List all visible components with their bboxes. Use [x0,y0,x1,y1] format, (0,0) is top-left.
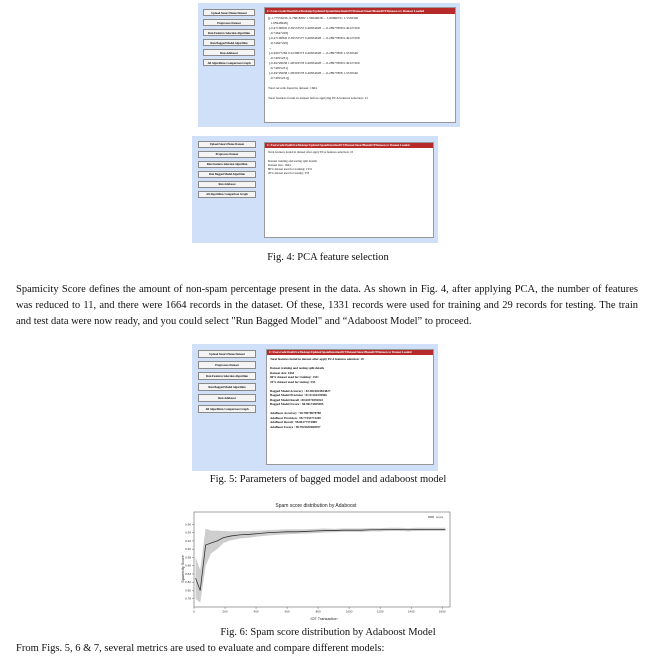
log-line: 20% dataset used for testing: 333 [268,171,310,176]
output-text-area[interactable] [264,7,456,123]
log-line: Total features found in dataset after apply PCA features selection: 10 [268,150,354,154]
log-line: Bagged Model Recall : 80.60376592822 [270,397,324,402]
screenshot-model-parameters [192,344,438,471]
chart-title: Spam score distribution by Adaboost [275,503,357,509]
figure-5-caption: Fig. 5: Parameters of bagged model and adaboost model [209,474,447,485]
log-line: Dataset training and testing split details [268,158,317,163]
log-line: [-0.49729658 1.08303578 0.46834628 ... -0.28977808 1.5536346 [268,71,358,75]
y-tick-label: 0.80 [185,588,191,593]
y-tick-label: 0.86 [185,563,191,568]
path-bar: C:/Users/code/OneDrive/Desktop/Updated SpamDetectionIOT/Dataset/SmartHomeIOTDataset.csv Dataset Loaded [265,143,433,148]
x-tick-label: 0 [193,609,195,614]
adaboost-button[interactable]: Run Adaboost [198,394,256,402]
plot-frame [194,512,450,607]
y-tick-label: 0.88 [185,555,191,560]
log-line: ... [268,46,272,50]
comparison-graph-button[interactable]: All Algorithms Comparison Graph [198,405,256,413]
log-line: -0.74055231] [268,56,289,60]
log-line: 80% dataset used for training: 1331 [268,167,313,172]
output-log [265,14,455,103]
log-line: AdaBoost Accuracy : 98.78978978788 [270,411,321,415]
log-line: -0.74647228] [268,31,289,35]
x-tick-label: 1200 [376,609,384,614]
body-paragraph-2: From Figs. 5, 6 & 7, several metrics are used to evaluate and compare different models: [16,643,385,654]
log-line: AdaBoost Fscore : 98.7825638060597 [270,424,321,429]
preprocess-button[interactable]: Preprocess Dataset [203,19,255,26]
y-tick-label: 0.96 [185,522,191,527]
x-tick-label: 1600 [438,609,446,614]
y-tick-label: 0.92 [185,538,191,543]
log-line: [[-1.77556236 -0.76818382 1.56646038 ... 1.60696751 1.5536346 [268,16,359,20]
log-line: -0.74055231]] [268,76,290,80]
log-line: AdaBoost Recall : 98.86177374988 [270,420,317,424]
feature-selection-button[interactable]: Run Features Selection Algorithm [198,372,256,380]
x-tick-label: 1400 [407,609,415,614]
log-line: 80% dataset used for training: 1331 [270,375,319,379]
comparison-graph-button[interactable]: All Algorithms Comparison Graph [198,191,256,198]
log-line: AdaBoost Precision : 98.77435774200 [270,415,321,420]
upload-dataset-button[interactable]: Upload Smart Home Dataset [198,141,256,148]
bagged-model-button[interactable]: Run Bagged Model Algorithm [203,39,255,46]
y-tick-label: 0.82 [185,580,191,585]
output-text-area[interactable] [266,349,434,465]
figure-6-caption: Fig. 6: Spam score distribution by Adaboost Model [220,627,436,638]
log-line: Total features found in dataset after apply PCA features selection: 10 [270,357,364,361]
y-tick-label: 0.90 [185,547,191,552]
log-line: -0.74055231] [268,66,289,70]
screenshot-pca-loaded [198,3,460,127]
feature-selection-button[interactable]: Run Features Selection Algorithm [198,161,256,168]
adaboost-button[interactable]: Run Adaboost [203,49,255,56]
spam-score-chart [174,497,458,621]
plot-area [185,512,450,614]
output-log [267,355,433,431]
log-line: [-0.49077284 0.22398373 0.46834628 ... -0.28977808 1.5536346 [268,51,358,55]
feature-selection-button[interactable]: Run Features Selection Algorithm [203,29,255,36]
log-line: Total records found in dataset: 1664 [268,86,317,90]
y-tick-label: 0.94 [185,530,191,535]
log-line: Dataset size: 1664 [270,370,295,375]
y-axis-label: Spamicity Score [181,555,185,583]
x-tick-label: 200 [222,609,228,614]
output-log [265,148,433,178]
log-line: [-0.49729658 1.08303578 0.46834628 ... -0.28977808 0.49127209 [268,61,360,65]
log-line: 20% dataset used for testing: 333 [270,379,316,384]
x-tick-label: 400 [253,609,259,614]
log-line: [-0.47196845 0.39553555 0.46834628 ... -0.28977808 0.49127209 [268,26,360,30]
x-tick-label: 1000 [345,609,353,614]
comparison-graph-button[interactable]: All Algorithms Comparison Graph [203,59,255,66]
preprocess-button[interactable]: Preprocess Dataset [198,361,256,369]
log-line: Bagged Model Fscore : 80.96174829405 [270,402,324,406]
path-bar: C:/Users/code/OneDrive/Desktop/Updated SpamDetectionIOT/Dataset/SmartHomeIOTDataset.csv Dataset Loaded [265,8,455,14]
output-text-area[interactable] [264,142,434,238]
body-paragraph-1: Spamicity Score defines the amount of non-spam percentage present in the data. As shown in Fig. 4, after applying PCA, the number of features was reduced to 11, and there were 1664 records in the dataset. Of these, 1331 records were used for training and 29 records for testing. The train and test data were now ready, and you could select "Run Bagged Model" and “Adaboost Model” to proceed. [16,284,638,327]
adaboost-button[interactable]: Run Adaboost [198,181,256,188]
bagged-model-button[interactable]: Run Bagged Model Algorithm [198,171,256,178]
log-line: -0.74647228] [268,41,289,45]
y-tick-label: 0.84 [185,571,191,576]
x-tick-label: 600 [284,609,290,614]
path-bar: C:/Users/code/OneDrive/Desktop/Updated SpamDetectionIOT/Dataset/SmartHomeIOTDataset.csv Dataset Loaded [267,350,433,355]
legend-label: score [436,515,444,519]
log-line: 1.65948948] [268,21,288,25]
screenshot-train-test-split [192,136,438,243]
x-axis-label: IOT Transaction [310,617,338,621]
upload-dataset-button[interactable]: Upload Smart Home Dataset [203,9,255,16]
log-line: Bagged Model Accuracy : 82.9824824824827 [270,388,331,393]
log-line: Dataset training and testing split details [270,366,325,370]
chart-svg [174,497,458,621]
x-tick-label: 800 [315,609,321,614]
upload-dataset-button[interactable]: Upload Smart Home Dataset [198,350,256,358]
log-line: Total features found in dataset before applying PCA features selection: 21 [268,96,369,100]
bagged-model-button[interactable]: Run Bagged Model Algorithm [198,383,256,391]
preprocess-button[interactable]: Preprocess Dataset [198,151,256,158]
y-tick-label: 0.78 [185,596,191,601]
figure-4-caption: Fig. 4: PCA feature selection [267,252,389,263]
log-line: Dataset size: 1664 [268,162,291,167]
log-line: Bagged Model Precision : 81.91164339966 [270,393,327,397]
log-line: [-0.47196845 0.39553577 0.46834628 ... -0.28977808 0.49127209 [268,36,360,40]
